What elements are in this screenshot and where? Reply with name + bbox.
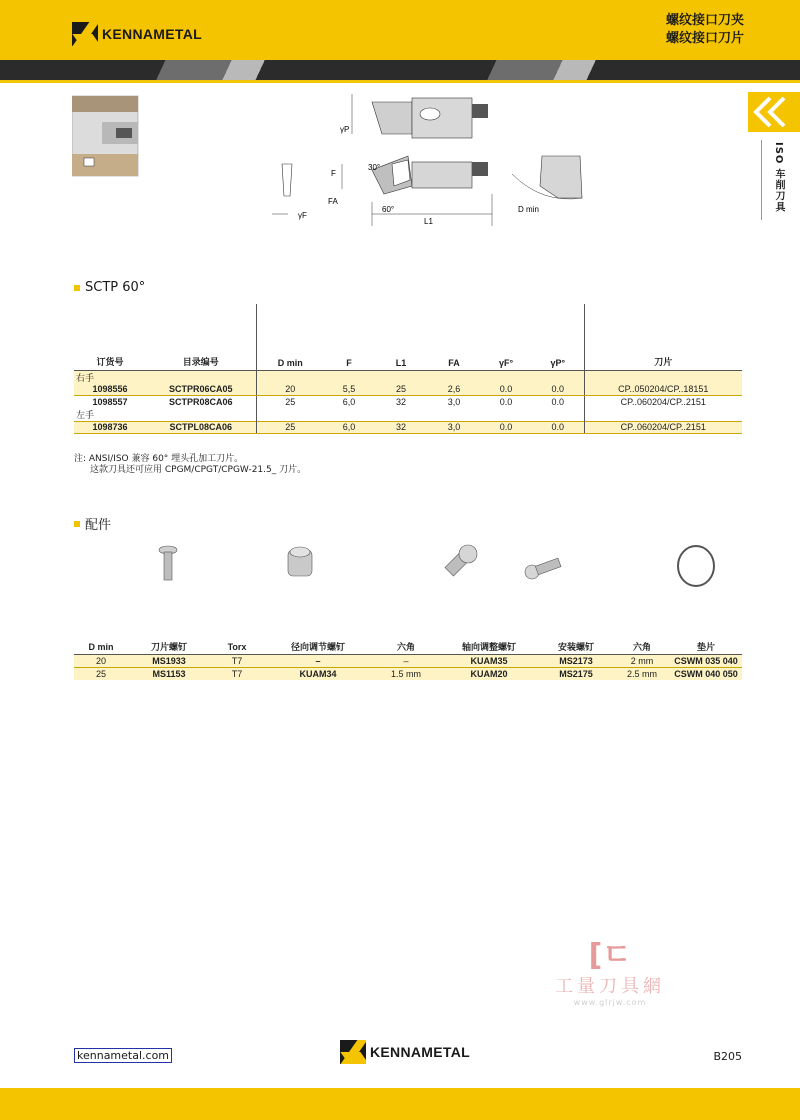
col-insert: 刀片 — [584, 304, 742, 370]
holder-table — [74, 304, 742, 434]
col-gamma-p: γP° — [532, 304, 584, 370]
section-title-sctp — [74, 280, 145, 295]
title-line-2: 螺纹接口刀片 — [665, 31, 744, 46]
table-row: 1098556 SCTPR06CA05 20 5,5 25 2,6 0.0 0.0 CP..050204/CP..18151 — [74, 384, 742, 396]
dmin-label: D min — [518, 205, 539, 214]
section-title-text: SCTP 60° — [85, 280, 146, 295]
col-torx: Torx — [210, 640, 264, 654]
title-line-1: 螺纹接口刀夹 — [665, 13, 744, 28]
group-left-hand — [74, 408, 742, 422]
watermark — [540, 940, 680, 1007]
table-header-row — [74, 640, 742, 654]
insert-profile — [272, 164, 307, 220]
holder-photo — [72, 96, 138, 176]
kennametal-k-icon — [340, 1040, 366, 1064]
group-label: 左手 — [76, 409, 95, 420]
insert-screw-icon — [159, 546, 177, 580]
gamma-f-label: γF — [298, 211, 307, 220]
table-row: 1098736 SCTPL08CA06 25 6,0 32 3,0 0.0 0.0 CP..060204/CP..2151 — [74, 421, 742, 433]
angle-30-label: 30° — [368, 163, 381, 172]
group-right-hand — [74, 370, 742, 384]
page-number: B205 — [713, 1050, 742, 1063]
header-stripe — [0, 60, 800, 80]
brand-name: KENNAMETAL — [102, 26, 202, 42]
section-marker — [74, 521, 80, 527]
chevron-left-icon — [748, 92, 800, 132]
holder-side-view — [328, 156, 492, 226]
col-shim: 垫片 — [670, 640, 742, 654]
l1-label: L1 — [424, 217, 433, 226]
group-label: 右手 — [74, 370, 146, 384]
table-header-row — [74, 304, 742, 370]
note-line-2: 这款刀具还可应用 CPGM/CPGT/CPGW-21.5_ 刀片。 — [90, 465, 307, 475]
table-row: 25 MS1153 T7 KUAM34 1.5 mm KUAM20 MS2175 2.5 mm CSWM 040 050 — [74, 667, 742, 680]
watermark-text: 工量刀具網 — [555, 976, 665, 997]
col-gamma-f: γF° — [480, 304, 532, 370]
side-tab — [748, 92, 800, 222]
section-marker — [74, 285, 80, 291]
col-hex-2: 六角 — [614, 640, 670, 654]
col-catalog-no: 目录编号 — [146, 304, 256, 370]
col-hex-1: 六角 — [372, 640, 440, 654]
kennametal-logo-footer — [340, 1040, 470, 1064]
footer-bar — [0, 1088, 800, 1120]
table-row: 1098557 SCTPR08CA06 25 6,0 32 3,0 0.0 0.0 CP..060204/CP..2151 — [92, 396, 706, 407]
accessories-table — [74, 640, 742, 680]
gamma-p-label: γP — [340, 125, 350, 134]
col-dmin: D min — [74, 640, 128, 654]
watermark-url: www.glrjw.com — [573, 998, 647, 1007]
table-notes — [74, 454, 306, 476]
mounting-screw-icon — [525, 558, 561, 579]
kennametal-logo — [72, 22, 202, 46]
angle-60-label: 60° — [382, 205, 395, 214]
col-dmin: D min — [256, 304, 324, 370]
col-mounting-screw: 安装螺钉 — [538, 640, 614, 654]
tool-diagrams — [72, 94, 712, 244]
col-f: F — [324, 304, 374, 370]
f-label: F — [331, 169, 336, 178]
col-axial-screw: 轴向调整螺钉 — [440, 640, 538, 654]
side-tab-label: ISO 车削刀具 — [773, 142, 784, 213]
brand-name-footer: KENNAMETAL — [370, 1044, 470, 1060]
shim-ring-icon — [678, 546, 714, 586]
col-radial-screw: 径向调节螺钉 — [264, 640, 372, 654]
section-title-text: 配件 — [85, 518, 112, 533]
axial-screw-icon — [445, 545, 477, 576]
col-fa: FA — [428, 304, 480, 370]
holder-top-view — [340, 94, 488, 138]
fa-label: FA — [328, 197, 338, 206]
col-order-no: 订货号 — [74, 304, 146, 370]
section-title-accessories — [74, 514, 111, 533]
note-line-1: 注: ANSI/ISO 兼容 60° 埋头孔加工刀片。 — [74, 454, 244, 464]
table-row: 20 MS1933 T7 – – KUAM35 MS2173 2 mm CSWM 035 040 — [74, 654, 742, 667]
radial-screw-icon — [288, 547, 312, 576]
dmin-view — [512, 156, 582, 214]
kennametal-k-icon — [72, 22, 98, 46]
col-insert-screw: 刀片螺钉 — [128, 640, 210, 654]
header-stripe-line — [0, 80, 800, 83]
accessory-images — [74, 540, 742, 590]
page-title — [666, 12, 744, 48]
watermark-logo: [ㄷ — [588, 938, 632, 973]
page-header — [0, 0, 800, 60]
side-divider — [761, 140, 762, 220]
website-link[interactable]: kennametal.com — [74, 1048, 172, 1063]
col-l1: L1 — [374, 304, 428, 370]
